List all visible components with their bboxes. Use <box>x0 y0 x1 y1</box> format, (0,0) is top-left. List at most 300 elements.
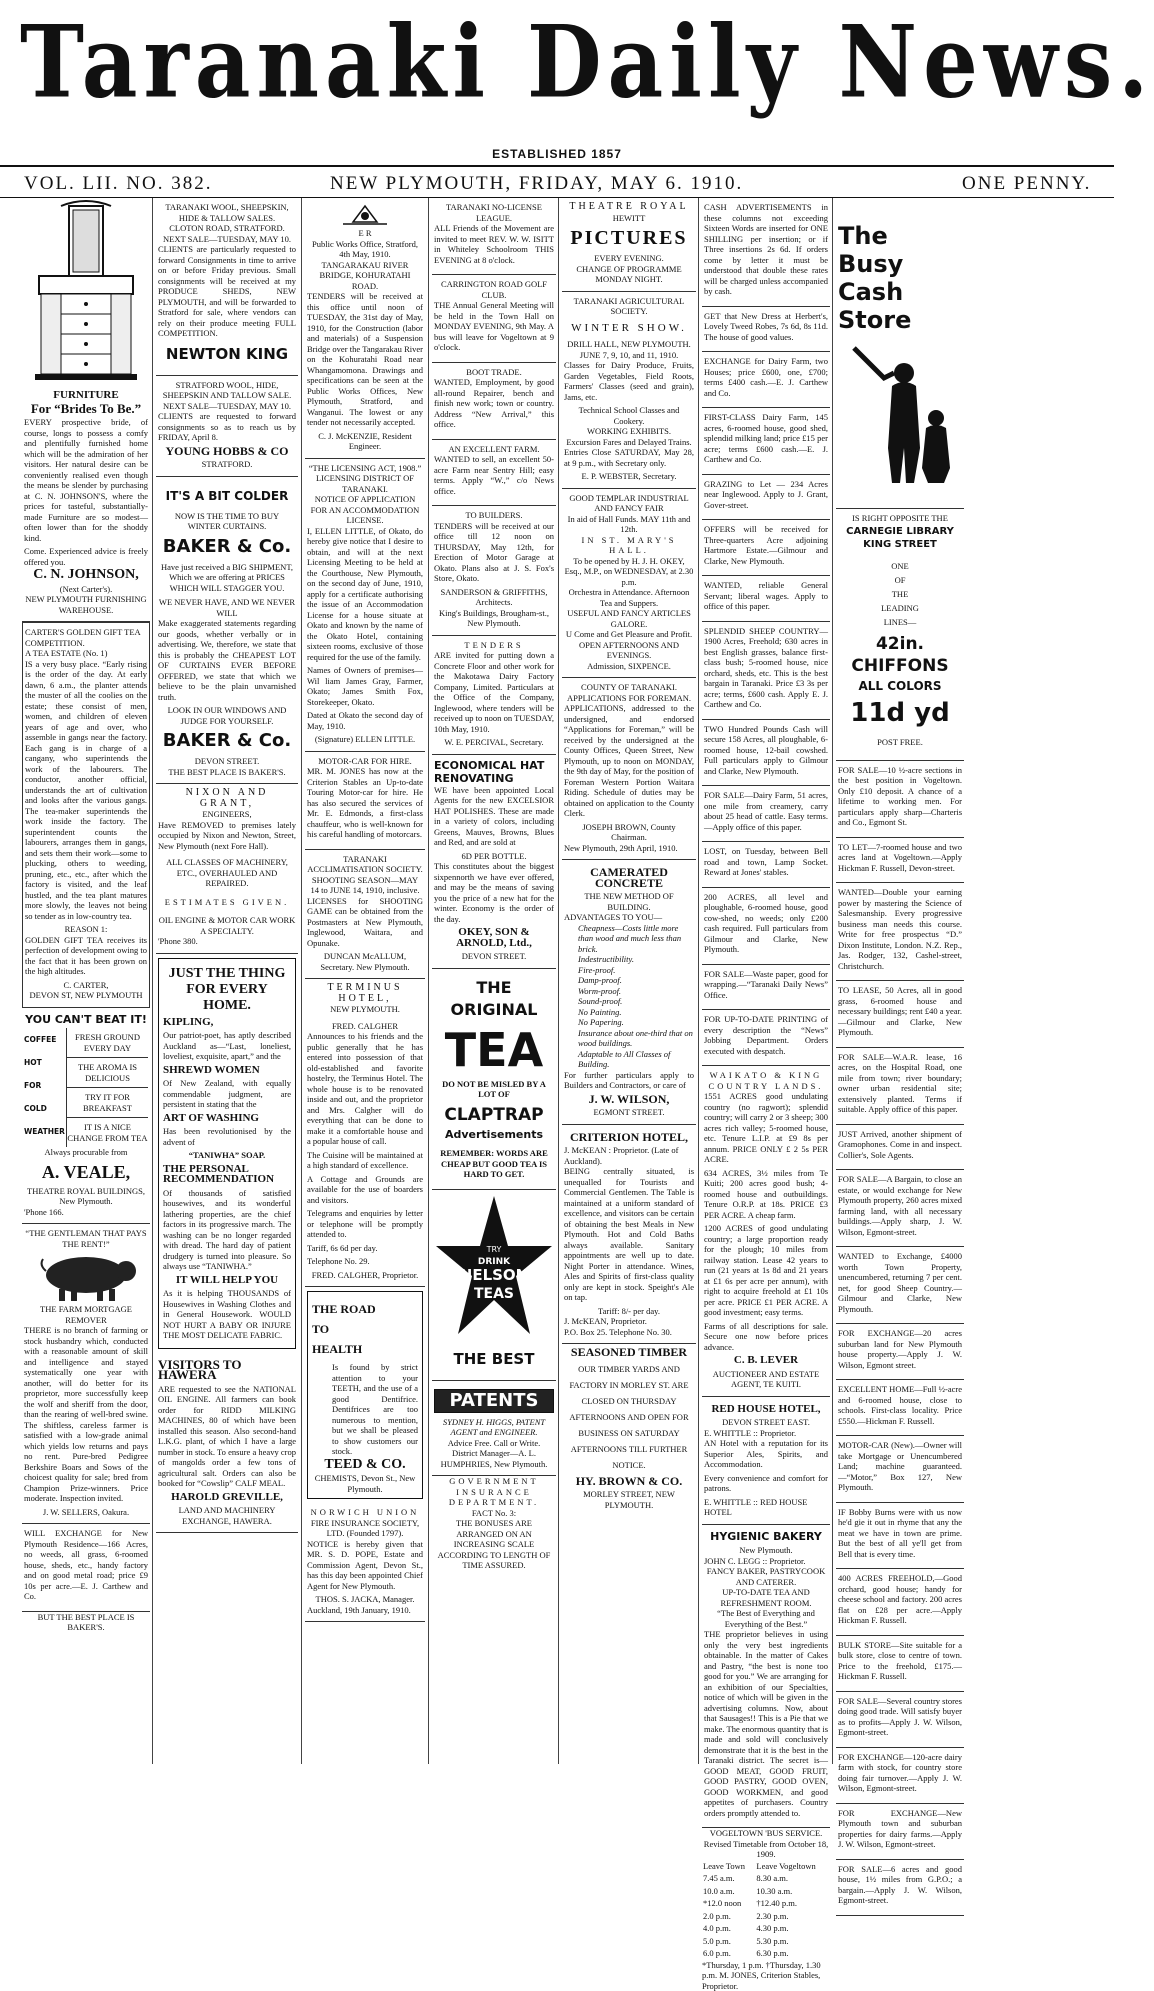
table-cell: 5.0 p.m. <box>702 1935 755 1948</box>
mckenzie: C. J. McKENZIE, Resident Engineer. <box>307 431 423 452</box>
classified <box>836 1324 964 1380</box>
column-2 <box>156 198 298 1760</box>
entries: Entries Close SATURDAY, May 28, at 9 p.m., with Secretary only. <box>564 447 694 468</box>
hygienic-heading: HYGIENIC BAKERY <box>704 1532 828 1543</box>
veale-phone: 'Phone 166. <box>24 1207 148 1218</box>
young-hobbs: YOUNG HOBBS & CO <box>158 446 296 457</box>
column-rule <box>558 198 559 1764</box>
change-programme: CHANGE OF PROGRAMME MONDAY NIGHT. <box>564 264 694 285</box>
column-rule <box>152 198 153 1764</box>
one-of-word: LINES— <box>838 615 962 629</box>
table-cell: 6.30 p.m. <box>755 1947 830 1960</box>
vogel-heading: VOGELTOWN 'BUS SERVICE. <box>702 1828 830 1839</box>
wardrobe-illustration <box>31 202 141 387</box>
classified-text: TWO Hundred Pounds Cash will secure 158 Acres, all ploughable, 6-roomed house, 12-bail cowshed. Full particulars apply to Gilmour and Clarke, New Plymouth. <box>704 724 828 777</box>
mckean-2: J. McKEAN, Proprietor. <box>564 1316 694 1327</box>
boot-heading: BOOT TRADE. <box>434 367 554 378</box>
government-insurance-ad <box>432 1476 556 1571</box>
classified-text: FOR EXCHANGE—20 acres suburban land for New Plymouth house property.—Apply J. W. Wilson, Egmont street. <box>838 1328 962 1370</box>
tariff: Tariff, 6s 6d per day. <box>307 1243 423 1254</box>
boot-trade-ad <box>432 363 556 440</box>
public-works-ad <box>305 198 425 459</box>
table-cell: 10.30 a.m. <box>755 1885 830 1898</box>
criterion-tariff: Tariff: 8/- per day. <box>564 1306 694 1317</box>
wool-next-sale: NEXT SALE—TUESDAY, MAY 10. <box>158 234 296 245</box>
league-heading: TARANAKI NO-LICENSE LEAGUE. <box>434 202 554 223</box>
golf-heading: CARRINGTON ROAD GOLF CLUB. <box>434 279 554 300</box>
colder-heading: IT'S A BIT COLDER <box>158 485 296 507</box>
nixon-sub: ENGINEERS, <box>158 809 296 820</box>
shooting-body: LICENSES for SHOOTING GAME can be obtained from the Postmasters at New Plymouth, Inglewood, Waitara, and Opunake. <box>307 896 423 949</box>
busy-word: Busy <box>838 250 962 278</box>
templar-heading: GOOD TEMPLAR INDUSTRIAL AND FANCY FAIR <box>564 493 694 514</box>
further: For further particulars apply to Builders and Contractors, or care of <box>564 1070 694 1091</box>
busy-heading <box>838 222 962 334</box>
classified-text: IF Bobby Burns were with us now he'd gie it out in rhyme that any the meat we have in town are prime. But the best of all ye'll get from Bell that is every time. <box>838 1507 962 1560</box>
nelson-word: NELSON <box>460 1266 528 1284</box>
bridge-body: TENDERS will be received at this office until noon of TUESDAY, the 31st day of May, 1910, for the Construction (labor and materials) of a Suspension Bridge over the Tangarakau River on the Kohuratahi Road near Whangamomona. Drawings and specifications can be seen at the Public Works Offices, New Plymouth, Stratford, and Wanganui. The lowest or any tender not necessarily accepted. <box>307 291 423 428</box>
classified <box>836 1503 964 1570</box>
hat-heading: ECONOMICAL HAT RENOVATING <box>434 759 554 785</box>
list-item: Worm-proof. <box>578 986 694 997</box>
motorcar-body: MR. M. JONES has now at the Criterion Stables an Up-to-date Touring Motor-car for hire. He has also secured the services of Mr. E. Edmonds, a first-class chauffeur, who is well-known for his careful handling of motorcars. <box>307 766 423 840</box>
table-row <box>702 1860 830 1873</box>
classified <box>702 965 830 1011</box>
original-heading: THE ORIGINAL <box>434 977 554 1021</box>
excursion: Excursion Fares and Delayed Trains. <box>564 437 694 448</box>
hewitt: HEWITT <box>564 213 694 224</box>
column-5 <box>562 198 696 1760</box>
remember: REMEMBER: WORDS ARE CHEAP BUT GOOD TEA IS HARD TO GET. <box>434 1148 554 1180</box>
classified-text: GET that New Dress at Herbert's, Lovely Tweed Robes, 7s 6d, 8s 11d. The house of good values. <box>704 311 828 343</box>
table-header: Leave Town <box>702 1860 755 1873</box>
hy-brown-sub: MORLEY STREET, NEW PLYMOUTH. <box>562 1489 696 1510</box>
column-4 <box>432 198 556 1760</box>
po-box: P.O. Box 25. Telephone No. 30. <box>564 1327 694 1338</box>
classified-text: FOR SALE—6 acres and good house, 1½ miles from G.P.O.; a bargain.—Apply J. W. Wilson, Egmont-street. <box>838 1864 962 1906</box>
baker-name: BAKER & Co. <box>158 536 296 558</box>
templar-aid: In aid of Hall Funds. MAY 11th and 12th. <box>564 514 694 535</box>
list-item: No Papering. <box>578 1017 694 1028</box>
terminus-hotel-ad <box>305 979 425 1287</box>
personal-recommendation: THE PERSONAL RECOMMENDATION <box>163 1164 291 1185</box>
classified <box>836 1636 964 1692</box>
adverts: Advertisements <box>434 1130 554 1141</box>
classified-text: FOR UP-TO-DATE PRINTING of every description the “News” Jobbing Department. Orders executed with despatch. <box>704 1014 828 1056</box>
classified-text: OFFERS will be received for Three-quarters Acre adjoining Hartmore Estate.—Gilmour and Clarke, New Plymouth. <box>704 524 828 566</box>
land-item: 634 ACRES, 3½ miles from Te Kuiti; 200 acres good bush; 4-roomed house and outbuildings. Tenure O.R.P. at 18s. PRICE £3 PER ACRE. A cheap farm. <box>704 1168 828 1221</box>
table-cell: 4.30 p.m. <box>755 1922 830 1935</box>
shooting-season: SHOOTING SEASON—MAY 14 to JUNE 14, 1910, inclusive. <box>307 875 423 896</box>
timber-heading: SEASONED TIMBER <box>562 1347 696 1358</box>
coffee-left-word: HOT <box>24 1051 66 1074</box>
boot-body: WANTED, Employment, by good all-round Repairer, bench and finish new work; town or country. Address “New Arrival,” this office. <box>434 377 554 430</box>
builders-ad <box>432 506 556 636</box>
table-cell: †12.40 p.m. <box>755 1897 830 1910</box>
nelson-word: DRINK <box>478 1257 511 1267</box>
farm-ad <box>432 440 556 507</box>
column-rule <box>832 198 833 1764</box>
criterion-heading: CRITERION HOTEL, <box>564 1132 694 1143</box>
classified <box>836 1247 964 1324</box>
column-3 <box>305 198 425 1760</box>
mortgage-ad <box>22 1224 150 1524</box>
classified <box>702 520 830 576</box>
classified <box>836 981 964 1048</box>
show-classes: Classes for Dairy Produce, Fruits, Garden Vegetables, Field Roots, Farmers' Classes (seed and grain), Jams, etc. <box>564 360 694 402</box>
list-item: Sound-proof. <box>578 996 694 1007</box>
classified-text: FOR SALE—W.A.R. lease, 16 acres, on the Hospital Road, one mile from town; river boundary; owner urban residential site; extensively planted. Terms if suitable. Apply office of this paper. <box>838 1052 962 1115</box>
coffee-right-line: TRY IT FOR BREAKFAST <box>67 1088 148 1118</box>
classified-text: FOR SALE—Waste paper, good for wrapping.—“Taranaki Daily News” Office. <box>704 969 828 1001</box>
patents-heading: PATENTS <box>434 1389 554 1413</box>
machinery: ALL CLASSES OF MACHINERY, ETC., OVERHAULED AND REPAIRED. <box>158 857 296 889</box>
classified <box>836 1748 964 1804</box>
classified <box>836 1125 964 1171</box>
one-of-word: LEADING <box>838 601 962 615</box>
road-body: Is found by strict attention to your TEETH, and the use of a good Dentifrice. Dentifrices are too numerous to mention, but we shall be pleased to show customers our stock. <box>332 1362 418 1457</box>
redhouse-every: Every convenience and comfort for patrons. <box>704 1473 828 1494</box>
kipling: KIPLING, <box>163 1017 291 1028</box>
column-6 <box>702 198 830 1760</box>
hy-brown: HY. BROWN & CO. <box>562 1476 696 1487</box>
wool-body: CLIENTS are particularly requested to forward Consignments in time to arrive on or before Friday previous. Small consignments will be received at my PRODUCE SHEDS, NEW PLYMOUTH, and will be forwarded to Stratford for sale, where vendors can rely on their produce meeting FULL COMPETITION. <box>158 244 296 339</box>
builders-heading: TO BUILDERS. <box>434 510 554 521</box>
personal-body: Of thousands of satisfied housewives, and its wonderful lathering properties, are the chief factors in its progressive march. The washing can be no longer regarded with dread. The hard day of patient drudgery is turned into pleasure. So always use “TANIWHA.” <box>163 1188 291 1272</box>
chiffons-price: 11d yd <box>838 695 962 731</box>
classified <box>702 622 830 720</box>
coffee-left-word: FOR <box>24 1074 66 1097</box>
cash-notice: CASH ADVERTISEMENTS in these columns not exceeding Sixteen Words are inserted for ONE SHILLING per insertion; or if Three insertions 2s 6d. If orders come by letter it must be understood that double these rates will be charged unless accompanied by cash. <box>704 202 828 297</box>
sanderson: SANDERSON & GRIFFITHS, Architects. <box>434 587 554 608</box>
classified-text: 200 ACRES, all level and ploughable, 6-roomed house, good cow-shed, no weeds; only £200 cash required. Full particulars from Gilmour and Clarke, New Plymouth. <box>704 892 828 955</box>
cash-ads-notice <box>702 198 830 307</box>
classified-text: FOR SALE—10 ½-acre sections in the best position in Vogeltown. Only £10 deposit. A chance of a lifetime to working men. For particulars apply sharp—Charteris and Co., Egmont St. <box>838 765 962 828</box>
carter-address: DEVON ST, NEW PLYMOUTH <box>25 990 147 1001</box>
furniture-heading: FURNITURE <box>24 390 148 401</box>
mortgage-body: THERE is no branch of farming or stock husbandry which, conducted with a reasonable amount of skill and intelligence and stayed systematically one year with another, will do better for its proprietor, more successfully keep the wolf and sheriff from the door, than the rearing of well-bred swine. The shiftless, careless farmer is satisfied with a low-grade animal which yields low returns and pays no rent. Pure-bred Pedigree Berkshire Boars and Sows of the choicest quality for sale; bred from Champion Prize-winners. Price moderate. Inspection invited. <box>24 1325 148 1504</box>
opened-by: To be opened by H. J. H. OKEY, Esq., M.P., on WEDNESDAY, at 2.30 p.m. <box>564 556 694 588</box>
county-foreman-ad <box>562 678 696 860</box>
nelson-tea-ad <box>432 1190 556 1381</box>
teed-chemists-ad <box>307 1291 423 1499</box>
telephone: Telephone No. 29. <box>307 1256 423 1267</box>
winter-show: WINTER SHOW. <box>564 323 694 334</box>
timber-ad <box>562 1347 696 1510</box>
classified-text: WANTED, reliable General Servant; liberal wages. Apply to office of this paper. <box>704 580 828 612</box>
table-cell: 2.0 p.m. <box>702 1910 755 1923</box>
nelson-word: TEAS <box>474 1286 514 1302</box>
fact-body: THE BONUSES ARE ARRANGED ON AN INCREASING SCALE ACCORDING TO LENGTH OF TIME ASSURED. <box>432 1518 556 1571</box>
carnegie: CARNEGIE LIBRARY <box>838 527 962 538</box>
teed-sub: CHEMISTS, Devon St., New Plymouth. <box>312 1473 418 1494</box>
vogeltown-bus-ad <box>702 1828 830 1991</box>
timber-body: OUR TIMBER YARDS AND FACTORY IN MORLEY ST. ARE CLOSED ON THURSDAY AFTERNOONS AND OPEN FOR BUSINESS ON SATURDAY AFTERNOONS TILL FURTHER NOTICE. <box>562 1361 696 1473</box>
beat-it-heading: YOU CAN'T BEAT IT! <box>24 1015 148 1026</box>
classified-text: JUST Arrived, another shipment of Gramophones. Come in and inspect. Collier's, Sole Agents. <box>838 1129 962 1161</box>
agri-heading: TARANAKI AGRICULTURAL SOCIETY. <box>564 296 694 317</box>
young-hobbs-sub: STRATFORD. <box>158 459 296 470</box>
baker-best: THE BEST PLACE IS BAKER'S. <box>158 767 296 778</box>
concrete-ad <box>562 860 696 1125</box>
king-street: KING STREET <box>838 540 962 551</box>
one-of <box>838 559 962 629</box>
govt-heading: GOVERNMENT INSURANCE DEPARTMENT. <box>432 1476 556 1508</box>
telegrams: Telegrams and enquiries by letter or telephone will be promptly attended to. <box>307 1208 423 1240</box>
veale-name: A. VEALE, <box>24 1161 148 1183</box>
classified-text: GRAZING to Let — 234 Acres near Inglewood. Apply to J. Grant, Gover-street. <box>704 479 828 511</box>
teed-name: TEED & CO. <box>312 1460 418 1471</box>
list-item: Cheapness—Costs little more than wood and much less than brick. <box>578 923 694 955</box>
coffee-right-line: IT IS A NICE CHANGE FROM TEA <box>67 1118 148 1147</box>
art-body: Has been revolutionised by the advent of <box>163 1126 291 1147</box>
wilson-sub: EGMONT STREET. <box>564 1107 694 1118</box>
veale-always: Always procurable from <box>24 1147 148 1158</box>
waikato-heading: WAIKATO & KING COUNTRY LANDS. <box>704 1070 828 1091</box>
stratford-wool-ad <box>156 376 298 477</box>
legg: JOHN C. LEGG :: Proprietor. <box>704 1556 828 1567</box>
classified <box>702 720 830 787</box>
red-house-ad <box>702 1397 830 1525</box>
place-date: NEW PLYMOUTH, FRIDAY, MAY 6. 1910. <box>330 173 743 195</box>
coffee-right-line: THE AROMA IS DELICIOUS <box>67 1058 148 1088</box>
help-body: As it is helping THOUSANDS of Housewives in Washing Clothes and in General Housework. WOULD NOT HURT A BABY OR INJURE THE MOST DELICATE FABRIC. <box>163 1288 291 1341</box>
column-7 <box>836 198 964 1760</box>
classified-text: WANTED to Exchange, £4000 worth Town Property, unencumbered, returning 7 per cent. net, for good Sheep Country.—Gilmour and Clarke, New Plymouth. <box>838 1251 962 1314</box>
claptrap: CLAPTRAP <box>434 1104 554 1126</box>
tech-classes: Technical School Classes and Cookery. <box>564 405 694 426</box>
mortgage-heading: THE FARM MORTGAGE REMOVER <box>24 1304 148 1325</box>
fact-number: FACT No. 3: <box>432 1508 556 1519</box>
star-icon <box>434 1194 554 1344</box>
classified-text: SPLENDID SHEEP COUNTRY—1900 Acres, Freehold; 630 acres in best English grasses, balance first-class bush; 5-roomed house, nice orchard, sheds, etc. This is the best bargain in Taranaki. Price £3 3s per acre; terms, £600 cash. Apply E. J. Carthew and Co. <box>704 626 828 710</box>
county-heading: COUNTY OF TARANAKI. <box>564 682 694 693</box>
advantages: ADVANTAGES TO YOU— <box>564 912 694 923</box>
table-row <box>702 1910 830 1923</box>
road-to-health: THE ROAD TO HEALTH <box>312 1299 382 1359</box>
table-row <box>702 1947 830 1960</box>
norwich-body: NOTICE is hereby given that MR. S. D. POPE, Estate and Commission Agent, Devon St., has this day been appointed Chief Agent for New Plymouth. <box>307 1539 423 1592</box>
winter-show-ad <box>562 292 696 489</box>
classified-text: FOR EXCHANGE—120-acre dairy farm with stock, for country store doing fair turnover.—Apply J. W. Wilson, Egmont-street. <box>838 1752 962 1794</box>
classified <box>836 1804 964 1860</box>
chiffons-ad <box>836 509 964 761</box>
jacka-place: Auckland, 19th January, 1910. <box>307 1605 423 1616</box>
classified <box>836 1436 964 1503</box>
jacka: THOS. S. JACKA, Manager. <box>307 1594 423 1605</box>
patents-ad <box>432 1381 556 1477</box>
hygienic-bakery-ad <box>702 1525 830 1829</box>
column-rule <box>301 198 302 1764</box>
classified <box>702 475 830 521</box>
shrewd-body: Of New Zealand, with equally commendable judgment, are persistent in stating that the <box>163 1078 291 1110</box>
one-of-word: THE <box>838 587 962 601</box>
okey-name: OKEY, SON & ARNOLD, Ltd., <box>434 927 554 948</box>
farm-heading: AN EXCELLENT FARM. <box>434 444 554 455</box>
busy-cash-store-ad <box>836 198 964 509</box>
webster: E. P. WEBSTER, Secretary. <box>564 471 694 482</box>
post-free: POST FREE. <box>838 737 962 748</box>
visitors-body: ARE requested to see the NATIONAL OIL ENGINE. All farmers can book order for RIDD MILKING MACHINES, 80 of which have been installed this season. Also second-hand L.K.G. plant, of which I have a large number in stock. To ensure a heavy crop of mangolds order a few tons of agricultural salt. Orders can also be booked for “Cowslip” CALF MEAL. <box>158 1384 296 1489</box>
crest-letters: E R <box>307 228 423 239</box>
fancy-baker: FANCY BAKER, PASTRYCOOK AND CATERER. <box>704 1566 828 1587</box>
table-cell: 8.30 a.m. <box>755 1872 830 1885</box>
gentleman-heading: “THE GENTLEMAN THAT PAYS THE RENT!” <box>24 1228 148 1249</box>
lever-name: C. B. LEVER <box>704 1355 828 1366</box>
greville-name: HAROLD GREVILLE, <box>158 1492 296 1503</box>
stratford-title: STRATFORD WOOL, HIDE, SHEEPSKIN AND TALLOW SALE. <box>158 380 296 401</box>
shrewd-women: SHREWD WOMEN <box>163 1065 291 1076</box>
working-exhibits: WORKING EXHIBITS. <box>564 426 694 437</box>
waikato-lands-ad <box>702 1066 830 1397</box>
mckean: J. McKEAN : Proprietor. (Late of Auckland). <box>564 1145 694 1166</box>
list-item: Adaptable to All Classes of Building. <box>578 1049 694 1070</box>
cuisine: The Cuisine will be maintained at a high standard of excellence. <box>307 1150 423 1171</box>
column-rule <box>428 198 429 1764</box>
advantages-list <box>564 923 694 1070</box>
farms-note: Farms of all descriptions for sale. Secure one now before prices advance. <box>704 1321 828 1353</box>
table-cell: 2.30 p.m. <box>755 1910 830 1923</box>
classified <box>836 1380 964 1436</box>
redhouse-street: DEVON STREET EAST. <box>704 1417 828 1428</box>
price: ONE PENNY. <box>962 173 1091 195</box>
pig-illustration <box>31 1249 141 1304</box>
estimates: ESTIMATES GIVEN. <box>158 897 296 908</box>
carter-reason-body: GOLDEN GIFT TEA receives its perfection of development owing to the fact that it has been grown on the high altitudes. <box>25 935 147 977</box>
column-rule <box>698 198 699 1764</box>
ellen-signature: (Signature) ELLEN LITTLE. <box>307 734 423 745</box>
motorcar-ad <box>305 752 425 850</box>
just-the-thing: JUST THE THING FOR EVERY HOME. <box>163 966 291 1014</box>
league-body: ALL Friends of the Movement are invited to meet REV. W. W. ISITT in Whiteley Schoolroom THIS EVENING at 8 o'clock. <box>434 223 554 265</box>
norwich-heading: NORWICH UNION <box>307 1507 423 1518</box>
every-evening: EVERY EVENING. <box>564 253 694 264</box>
concrete-heading: CAMERATED CONCRETE <box>564 867 694 888</box>
established-line: ESTABLISHED 1857 <box>0 147 1114 161</box>
original-tea-ad <box>432 969 556 1190</box>
baker-shipment: Have just received a BIG SHIPMENT, Which we are offering at PRICES WHICH WILL STAGGER YOU. <box>158 562 296 594</box>
coffee-grid <box>24 1028 148 1147</box>
coffee-left-word: COLD <box>24 1097 66 1120</box>
terminus-sub: NEW PLYMOUTH. <box>307 1004 423 1015</box>
classified <box>836 1692 964 1748</box>
carter-signature: C. CARTER, <box>25 980 147 991</box>
classified <box>836 761 964 838</box>
terminus-heading: TERMINUS HOTEL, <box>307 983 423 1004</box>
list-item: No Painting. <box>578 1007 694 1018</box>
brown: JOSEPH BROWN, County Chairman. <box>564 822 694 843</box>
nelson-word: TRY <box>486 1245 502 1254</box>
golf-club-ad <box>432 275 556 363</box>
norwich-sub: FIRE INSURANCE SOCIETY, LTD. (Founded 1797). <box>307 1518 423 1539</box>
theatre-royal-ad <box>562 198 696 292</box>
coffee-ad <box>22 1008 150 1225</box>
farm-body: WANTED to sell, an excellent 50-acre Farm near Sentry Hill; easy terms. Apply “W.,” c/o News office. <box>434 454 554 496</box>
redhouse-body: AN Hotel with a reputation for its Superior Ales, Spirits, and Accommodation. <box>704 1438 828 1470</box>
carter-heading: CARTER'S GOLDEN GIFT TEA COMPETITION. <box>25 627 147 648</box>
foreman-body: APPLICATIONS, addressed to the undersigned, and endorsed “Applications for Foreman,” will be received by the undersigned at the County Offices, Queen Street, New Plymouth, up to noon on MONDAY, the 9th day of May, for the position of Foreman Western Portion Waitara Riding. Schedule of duties may be obtained on application to the County Clerk. <box>564 703 694 819</box>
volume-number: VOL. LII. NO. 382. <box>24 173 213 195</box>
busy-word: The <box>838 222 962 250</box>
classified <box>702 842 830 888</box>
useful-articles: USEFUL AND FANCY ARTICLES GALORE. <box>564 608 694 629</box>
list-item: Indestructibility. <box>578 954 694 965</box>
coffee-left-word: WEATHER <box>24 1120 66 1143</box>
classified <box>702 576 830 622</box>
newton-king: NEWTON KING <box>158 343 296 365</box>
table-row <box>702 1885 830 1898</box>
classified <box>836 838 964 884</box>
furniture-body: EVERY prospective bride, of course, longs to possess a comfy and plentifully furnished home which will be the admiration of her visitors. Her natural desire can be conveniently realised even though the means be slender by purchasing at C. N. JOHNSON'S, where the prices for tasteful, substantially-made Furniture are so modest—often lower than for the shoddy kind. <box>24 417 148 543</box>
table-row <box>702 1922 830 1935</box>
bridge-heading: TANGARAKAU RIVER BRIDGE, KOHURATAHI ROAD. <box>307 260 423 292</box>
newspaper-title: Taranaki Daily News. <box>20 0 1094 134</box>
table-row <box>702 1935 830 1948</box>
ellen-sureties: Names of Owners of premises—Wil liam James Gray, Farmer, Okato; James Smith Fox, Storekeeper, Okato. <box>307 665 423 707</box>
list-item: Insurance about one-third that on wood buildings. <box>578 1028 694 1049</box>
pictures-heading: PICTURES <box>564 226 694 250</box>
hat-price: 6D PER BOTTLE. <box>434 851 554 862</box>
st-marys: IN ST. MARY'S HALL. <box>564 535 694 556</box>
hat-ad <box>432 755 556 969</box>
greville-sub: LAND AND MACHINERY EXCHANGE, HAWERA. <box>158 1505 296 1526</box>
never-heading: WE NEVER HAVE, AND WE NEVER WILL <box>158 597 296 618</box>
tea-heading: TEA <box>434 1025 554 1075</box>
builders-body: TENDERS will be received at our office till 12 noon on THURSDAY, May 12th, for Erection of Motor Garage at Okato. Plans also at J. S. Fox's Store, Okato. <box>434 521 554 584</box>
johnson-name: C. N. JOHNSON, <box>24 570 148 581</box>
baker-curtains-ad <box>156 477 298 785</box>
hygienic-place: New Plymouth. <box>704 1545 828 1556</box>
table-cell: 7.45 a.m. <box>702 1872 755 1885</box>
look-windows: LOOK IN OUR WINDOWS AND JUDGE FOR YOURSELF. <box>158 705 296 726</box>
classified <box>702 408 830 475</box>
tenders-body: ARE invited for putting down a Concrete Floor and other work for the Makotawa Dairy Factory Company, Limited. Particulars at the Office of the Company, Inglewood, where tenders will be received up to noon on TUESDAY, 10th May, 1910. <box>434 650 554 734</box>
veale-address: THEATRE ROYAL BUILDINGS, New Plymouth. <box>24 1186 148 1207</box>
classified-text: 400 ACRES FREEHOLD,—Good orchard, good house; handy for cheese school and factory. 200 acres flat on £28 per acre.—Apply Hickman F. Russell. <box>838 1573 962 1626</box>
licensing-ad <box>305 459 425 752</box>
criterion-hotel-ad <box>562 1125 696 1345</box>
figures-silhouette-icon <box>844 328 954 488</box>
criterion-body: BEING centrally situated, is unequalled for Tourists and Commercial Gentlemen. The Table is maintained at a uniform standard of excellence, and visitors can be certain of obtaining the best Meals in New Plymouth. Hot and Cold Baths always available. Sanitary appointments are well up to date. Night Porter in attendance. Wines, Ales and Spirits of first-class quality only are kept in stock. Speight's Ale on tap. <box>564 1166 694 1303</box>
templar-fair-ad <box>562 489 696 679</box>
visitors-hawera-ad <box>156 1353 298 1534</box>
ellen-body: I, ELLEN LITTLE, of Okato, do hereby give notice that I desire to obtain, and will at the next Licensing Meeting to be held at the Courthouse, New Plymouth, on the second day of June, 1910, apply for a certificate authorising the issue of an Accommodation License for a house situate at Okato and known by the name of the Okato Hotel, containing sixteen rooms, exclusive of those required for the use of the family. <box>307 526 423 663</box>
wilson-name: J. W. WILSON, <box>564 1094 694 1105</box>
classified <box>702 307 830 353</box>
orchestra: Orchestra in Attendance. Afternoon Tea and Suppers. <box>564 587 694 608</box>
classified-text: TO LET—7-roomed house and two acres land at Vogeltown.—Apply Hickman F. Russell, Devon-street. <box>838 842 962 874</box>
wool-road: CLOTON ROAD, STRATFORD. <box>158 223 296 234</box>
baker-name-2: BAKER & Co. <box>158 730 296 752</box>
new-method: THE NEW METHOD OF BUILDING. <box>564 891 694 912</box>
classified-text: WANTED—Double your earning power by mastering the Science of Salesmanship. Every progressive business man needs this course. Write for free prospectus “D.” Dixon Institute, London. N.Z. Rep., Jas. Rodger, 132, Cashel-street, Christchurch. <box>838 887 962 971</box>
percival: W. E. PERCIVAL, Secretary. <box>434 737 554 748</box>
furniture-come: Come. Experienced advice is freely offered you. <box>24 546 148 567</box>
carter-subheading: A TEA ESTATE (No. 1) <box>25 648 147 659</box>
drill-hall: DRILL HALL, NEW PLYMOUTH. <box>564 339 694 350</box>
sellers-signature: J. W. SELLERS, Oakura. <box>24 1507 148 1518</box>
classified-text: BULK STORE—Site suitable for a bulk store, close to centre of town. Price to the freehold, £175.—Hickman F. Russell. <box>838 1640 962 1682</box>
tenders-heading: TENDERS <box>434 640 554 651</box>
busy-word: Store <box>838 306 962 334</box>
cottage: A Cottage and Grounds are available for the use of boarders and visitors. <box>307 1174 423 1206</box>
whittle: E. WHITTLE :: Proprietor. <box>704 1428 828 1439</box>
furniture-ad <box>22 198 150 622</box>
bakers-footer: BUT THE BEST PLACE IS BAKER'S. <box>22 1612 150 1633</box>
nixon-phone: 'Phone 380. <box>158 936 296 947</box>
open-hours: OPEN AFTERNOONS AND EVENINGS. <box>564 640 694 661</box>
classified <box>702 786 830 842</box>
